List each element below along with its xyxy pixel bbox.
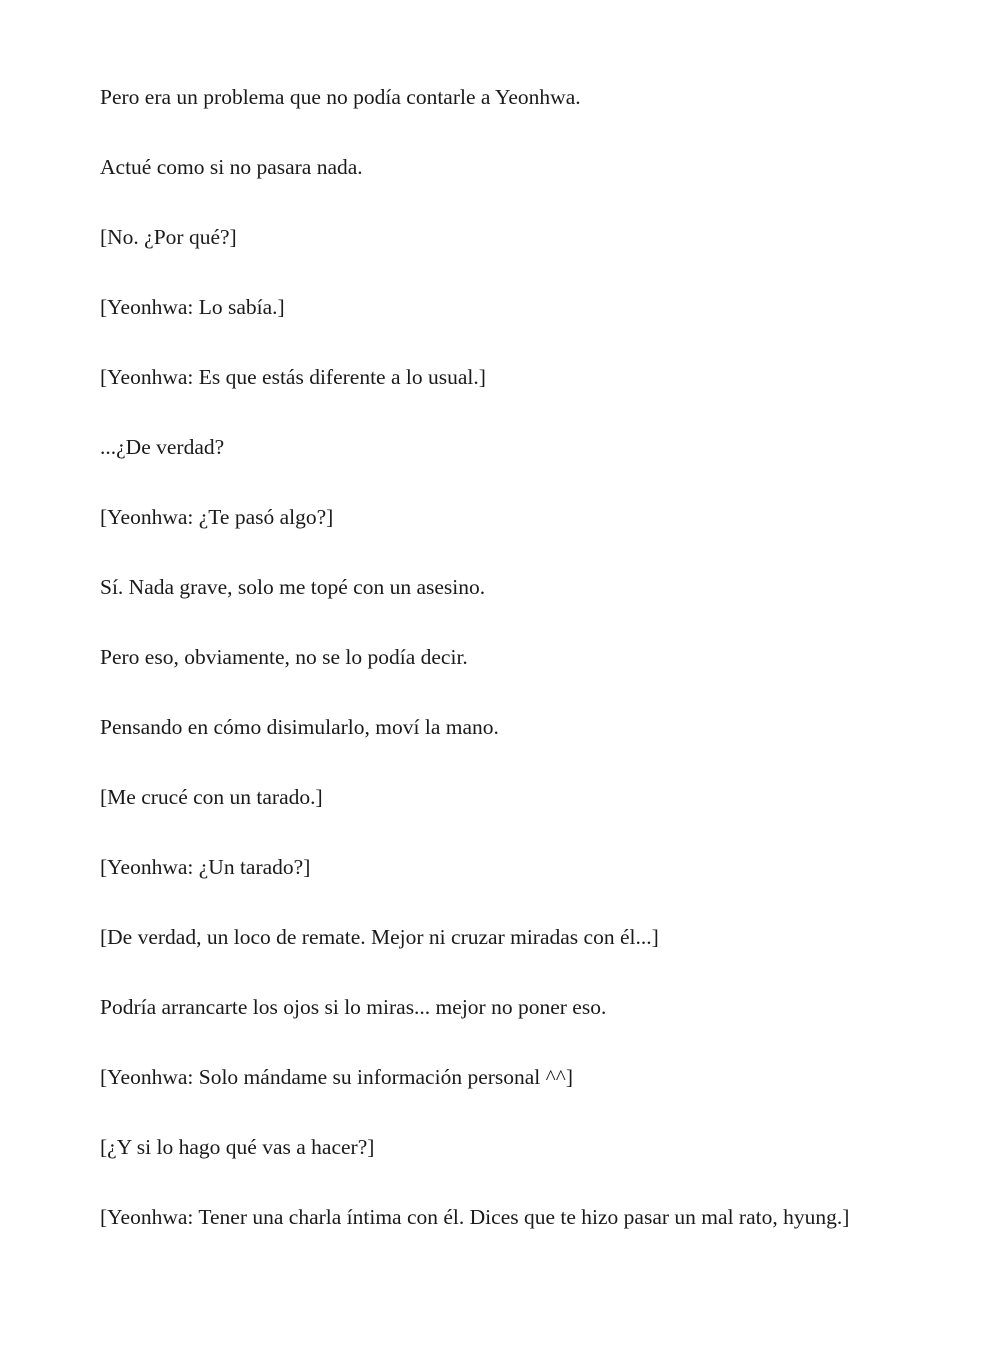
paragraph: Pensando en cómo disimularlo, moví la mano. xyxy=(100,715,499,739)
paragraph: ...¿De verdad? xyxy=(100,435,225,459)
dialogue-line: [Me crucé con un tarado.] xyxy=(100,785,323,809)
paragraph: Pero eso, obviamente, no se lo podía decir. xyxy=(100,645,468,669)
document-body xyxy=(100,80,900,1270)
dialogue-line: [¿Y si lo hago qué vas a hacer?] xyxy=(100,1135,375,1159)
dialogue-line: [Yeonhwa: ¿Un tarado?] xyxy=(100,855,311,879)
dialogue-line: [No. ¿Por qué?] xyxy=(100,225,237,249)
dialogue-line: [Yeonhwa: Lo sabía.] xyxy=(100,295,285,319)
dialogue-line: [Yeonhwa: Tener una charla íntima con él. Dices que te hizo pasar un mal rato, hyung.] xyxy=(100,1205,850,1229)
paragraph: Pero era un problema que no podía contarle a Yeonhwa. xyxy=(100,85,581,109)
paragraph: Podría arrancarte los ojos si lo miras... mejor no poner eso. xyxy=(100,995,607,1019)
dialogue-line: [Yeonhwa: Es que estás diferente a lo usual.] xyxy=(100,365,486,389)
dialogue-line: [De verdad, un loco de remate. Mejor ni cruzar miradas con él...] xyxy=(100,925,659,949)
paragraph: Actué como si no pasara nada. xyxy=(100,155,363,179)
dialogue-line: [Yeonhwa: ¿Te pasó algo?] xyxy=(100,505,334,529)
paragraph: Sí. Nada grave, solo me topé con un asesino. xyxy=(100,575,486,599)
dialogue-line: [Yeonhwa: Solo mándame su información personal ^^] xyxy=(100,1065,573,1089)
